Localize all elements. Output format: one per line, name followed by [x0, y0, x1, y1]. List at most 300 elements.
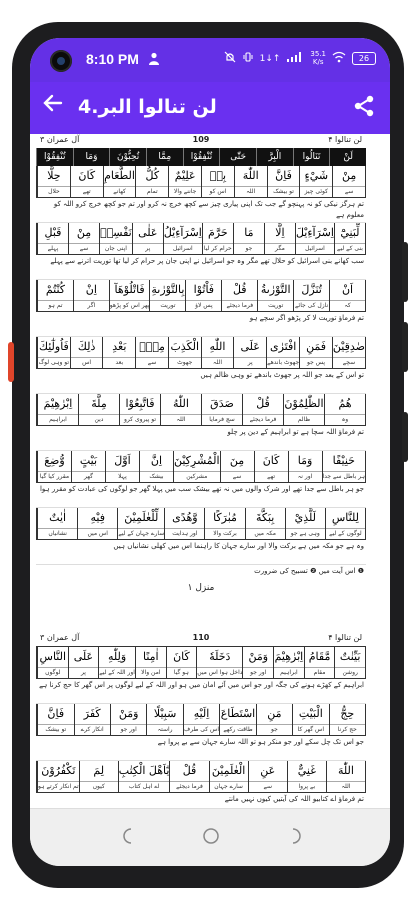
word-cell[interactable] — [201, 394, 242, 425]
arabic-word: عَلِيْمٌ — [174, 169, 196, 182]
arabic-word: فَاِنَّ — [275, 169, 292, 182]
urdu-meaning: بے پروا — [288, 781, 326, 792]
urdu-meaning: اس گھر کا — [293, 724, 328, 735]
arabic-word: صَدَقَ — [210, 397, 234, 410]
word-cell[interactable] — [37, 223, 68, 254]
word-cell[interactable] — [119, 394, 160, 425]
word-cell[interactable] — [219, 704, 255, 735]
word-cell[interactable] — [248, 761, 287, 792]
arabic-word: لِّبَنِيْٓ — [340, 226, 360, 239]
arabic-word: الظّٰلِمُوْنَ — [284, 397, 324, 410]
page-110 — [36, 632, 366, 808]
side-key — [402, 242, 408, 302]
arabic-word: اٰيٰتٌ — [49, 511, 67, 524]
word-cell[interactable] — [132, 223, 163, 254]
word-cell[interactable] — [37, 761, 79, 792]
arabic-word: مِنْ — [341, 169, 357, 182]
word-cell[interactable] — [322, 451, 365, 482]
arabic-word: مُبٰرَكًا — [213, 511, 237, 524]
urdu-meaning: مشرکین — [174, 471, 220, 482]
header-words-row — [36, 148, 366, 166]
arabic-word: عَلَى — [240, 340, 260, 353]
arabic-word: بَعْدِ — [112, 340, 127, 353]
word-cell[interactable] — [267, 166, 300, 197]
urdu-meaning: اے اہل کتاب — [119, 781, 170, 792]
camera-icon — [50, 50, 72, 72]
word-cell[interactable] — [242, 647, 273, 678]
arabic-word: دَخَلَهٗ — [209, 650, 231, 663]
word-cell[interactable] — [304, 647, 335, 678]
word-cell[interactable] — [135, 166, 168, 197]
word-cell[interactable] — [117, 508, 164, 539]
navigation-bar — [30, 808, 390, 866]
urdu-meaning: ابراہیم — [274, 667, 304, 678]
word-cell[interactable] — [202, 223, 233, 254]
word-cell[interactable] — [135, 337, 168, 368]
word-cell[interactable] — [329, 280, 365, 311]
arabic-word: شَيْءٍ — [304, 169, 329, 182]
wifi-icon — [332, 51, 346, 66]
arabic-word: عَنِ — [260, 764, 276, 777]
arabic-word: حِجُّ — [340, 707, 355, 720]
urdu-meaning: بیشک — [140, 471, 173, 482]
urdu-meaning: توریت — [258, 300, 293, 311]
arrow-left-icon[interactable] — [42, 92, 64, 120]
word-cell[interactable] — [233, 223, 264, 254]
arabic-word: فَاُولٰٓئِكَ — [38, 340, 69, 353]
header-word: تُحِبُّوْنَ — [109, 148, 146, 166]
word-cell[interactable] — [135, 647, 166, 678]
urdu-meaning: اس کو — [202, 186, 234, 197]
word-cell[interactable] — [37, 337, 70, 368]
word-cell[interactable] — [325, 508, 365, 539]
arabic-word: التَّوْرٰىةُ — [260, 283, 291, 296]
arabic-word: بِبَكَّةَ — [255, 511, 275, 524]
word-row — [36, 280, 366, 312]
urdu-meaning: پر — [69, 667, 99, 678]
urdu-meaning: اس میں — [78, 528, 117, 539]
urdu-meaning: بعد — [103, 357, 135, 368]
urdu-meaning: انکار کرے — [75, 724, 110, 735]
word-cell[interactable] — [37, 508, 77, 539]
arabic-word: اِبْرٰهِيْمَ — [43, 397, 73, 410]
word-cell[interactable] — [273, 647, 304, 678]
screen — [30, 38, 390, 866]
arabic-word: اللّٰهَ — [337, 764, 354, 777]
nav-recents-icon[interactable] — [286, 827, 308, 849]
word-cell[interactable] — [110, 704, 146, 735]
urdu-meaning: اللہ — [161, 414, 201, 425]
urdu-meaning: کھانے — [104, 186, 136, 197]
word-cell[interactable] — [257, 280, 293, 311]
page-number: 109 — [192, 135, 210, 144]
word-cell[interactable] — [183, 704, 219, 735]
word-cell[interactable] — [245, 508, 285, 539]
word-cell[interactable] — [71, 451, 105, 482]
header-word: تَنَالُوا — [293, 148, 330, 166]
word-cell[interactable] — [295, 223, 334, 254]
arabic-word: اٰمِنًا — [142, 650, 159, 663]
urdu-meaning: اللہ — [202, 357, 234, 368]
arabic-word: الْمُشْرِكِيْنَ — [173, 454, 220, 467]
word-cell[interactable] — [98, 647, 135, 678]
urdu-meaning: اسرائیل — [296, 243, 334, 254]
arabic-word: كُنْتُمْ — [45, 283, 66, 296]
urdu-meaning: تھے — [255, 471, 288, 482]
word-cell[interactable] — [326, 761, 365, 792]
arabic-word: تَكْفُرُوْنَ — [41, 764, 76, 777]
header-word: لَنْ — [329, 148, 366, 166]
urdu-meaning: لوگوں کے لیے — [326, 528, 365, 539]
urdu-meaning: حلال — [38, 186, 70, 197]
word-cell[interactable] — [37, 647, 68, 678]
urdu-meaning: جو — [234, 243, 264, 254]
word-cell[interactable] — [196, 647, 242, 678]
arabic-word: فَاتَّبِعُوْا — [125, 397, 155, 410]
nav-back-icon[interactable] — [116, 827, 138, 849]
arabic-word: مِنْ — [76, 226, 92, 239]
arabic-word: غَنِيٌّ — [297, 764, 316, 777]
word-cell[interactable] — [220, 451, 254, 482]
word-cell[interactable] — [242, 394, 283, 425]
arabic-word: وَمَنْ — [118, 707, 139, 720]
arabic-word: اِسْرَآءِيْلَ — [295, 226, 334, 239]
arabic-word: عَلَى — [73, 650, 94, 663]
arabic-word: وُّضِعَ — [44, 454, 65, 467]
urdu-meaning: پر — [234, 357, 266, 368]
para-label: لن تنالوا ۴ — [328, 633, 362, 642]
page-109 — [36, 134, 366, 593]
arabic-word: اللّٰهُ — [173, 397, 189, 410]
word-cell[interactable] — [234, 166, 267, 197]
manzil-label: منزل ۱ — [187, 583, 215, 593]
status-icons — [224, 50, 376, 66]
word-cell[interactable] — [299, 337, 332, 368]
word-cell[interactable] — [204, 508, 244, 539]
urdu-meaning: تمام — [136, 186, 168, 197]
word-cell[interactable] — [168, 166, 201, 197]
arabic-word: الْعٰلَمِيْنَ — [211, 764, 246, 777]
translation-line: تم فرماؤ اللہ سچا ہے تو ابراہیم کے دین پر چلو — [36, 426, 366, 451]
urdu-meaning: راستہ — [147, 724, 182, 735]
word-cell[interactable] — [68, 647, 99, 678]
urdu-meaning: فرما دیجئے — [222, 300, 257, 311]
urdu-meaning: پھر اس کو پڑھو — [109, 302, 150, 309]
word-cell[interactable] — [78, 394, 119, 425]
word-cell[interactable] — [139, 451, 173, 482]
arabic-word: الْكَذِبَ — [170, 340, 200, 353]
word-cell[interactable] — [173, 451, 220, 482]
arabic-word: بِالتَّوْرٰىةِ — [151, 283, 185, 296]
arabic-word: صٰدِقِيْنَ — [332, 340, 365, 353]
arabic-word: عَلٰى — [138, 226, 158, 239]
surah-label: آل عمران ۳ — [40, 633, 80, 642]
urdu-meaning: سچے — [333, 357, 365, 368]
urdu-meaning: کوئی چیز — [300, 186, 332, 197]
word-cell[interactable] — [266, 337, 299, 368]
urdu-meaning: بنی کے لیے — [335, 243, 365, 254]
urdu-meaning: تم ہو — [38, 300, 73, 311]
word-cell[interactable] — [329, 704, 365, 735]
word-row — [36, 166, 366, 198]
arabic-word: كَفَرَ — [83, 707, 101, 720]
word-row — [36, 761, 366, 793]
urdu-meaning: کیوں — [80, 781, 118, 792]
arabic-word: قُلْ — [182, 764, 197, 777]
word-row — [36, 704, 366, 736]
quran-page-viewer[interactable] — [30, 134, 390, 808]
data-arrows-icon: 1↓↑ — [259, 53, 281, 64]
word-cell[interactable] — [37, 704, 73, 735]
arabic-word: اللّٰهِ — [209, 340, 226, 353]
arabic-word: لِمَ — [93, 764, 105, 777]
arabic-word: وَمَنْ — [248, 650, 269, 663]
arabic-word: اَوَّلَ — [114, 454, 131, 467]
word-cell[interactable] — [264, 223, 295, 254]
urdu-meaning: وہی ہے جو — [286, 528, 325, 539]
word-cell[interactable] — [149, 280, 185, 311]
arabic-word: حِلًّا — [47, 169, 61, 182]
word-cell[interactable] — [288, 451, 322, 482]
urdu-meaning: اللہ — [327, 781, 365, 792]
word-cell[interactable] — [74, 704, 110, 735]
arabic-word: ذٰلِكَ — [77, 340, 96, 353]
urdu-meaning: حرام کر لیا — [203, 245, 232, 252]
translation-line: وہ ہے جو مکہ میں ہے برکت والا اور سارے جہان کا راہنما اس میں کھلی نشانیاں ہیں — [36, 540, 366, 565]
urdu-meaning: پہلے — [38, 243, 68, 254]
word-row — [36, 451, 366, 483]
header-word: وَمَا — [73, 148, 110, 166]
urdu-meaning: تو پیروی کرو — [120, 414, 160, 425]
word-cell[interactable] — [292, 704, 328, 735]
word-cell[interactable] — [102, 337, 135, 368]
battery-icon: 26 — [352, 52, 376, 65]
arabic-word: الطَّعَامِ — [104, 169, 135, 182]
header-word: تُنْفِقُوْا — [36, 148, 73, 166]
network-speed: 35.1 K/s — [310, 50, 326, 66]
urdu-meaning: سے — [333, 186, 365, 197]
urdu-meaning: مقرر کیا گیا — [39, 473, 70, 480]
arabic-word: كَانَ — [262, 454, 280, 467]
word-cell[interactable] — [103, 166, 136, 197]
arabic-word: بِهٖ — [209, 169, 227, 182]
word-cell[interactable] — [37, 166, 70, 197]
urdu-meaning: اس کی طرف — [184, 726, 220, 733]
person-icon — [148, 51, 160, 65]
word-cell[interactable] — [169, 761, 208, 792]
urdu-meaning: گھر — [72, 471, 105, 482]
arabic-word: النَّاسِ — [39, 650, 67, 663]
word-cell[interactable] — [105, 451, 139, 482]
side-key-2 — [402, 322, 408, 372]
word-cell[interactable] — [334, 223, 365, 254]
arabic-word: وَّهُدًى — [172, 511, 198, 524]
word-row — [36, 508, 366, 540]
word-cell[interactable] — [160, 394, 201, 425]
arabic-word: يٰٓاَهْلَ الْكِتٰبِ — [118, 764, 170, 777]
arabic-word: كَانَ — [173, 650, 190, 663]
arabic-word: هُمُ — [338, 397, 352, 410]
urdu-meaning: اور اللہ کے لیے — [99, 669, 135, 676]
urdu-meaning: تو بیشک — [38, 724, 73, 735]
word-cell[interactable] — [201, 337, 234, 368]
arabic-word: مَا — [244, 226, 254, 239]
arabic-word: اِبْرٰهِيْمَ — [274, 650, 304, 663]
urdu-meaning: روشن — [335, 667, 365, 678]
arabic-word: كَانَ — [78, 169, 96, 182]
word-cell[interactable] — [164, 508, 204, 539]
word-cell[interactable] — [332, 166, 365, 197]
arabic-word: سَبِيْلًا — [153, 707, 177, 720]
urdu-meaning: فرما دیجئے — [170, 781, 208, 792]
word-cell[interactable] — [146, 704, 182, 735]
word-cell[interactable] — [201, 166, 234, 197]
urdu-meaning: مگر — [265, 243, 295, 254]
arabic-word: فَمَنِ — [306, 340, 327, 353]
translation-line: جو اس تک چل سکے اور جو منکر ہو تو اللہ سارے جہان سے بے پروا ہے — [36, 736, 366, 761]
para-label: لن تنالوا ۴ — [328, 135, 362, 144]
arabic-word: كُلُّ — [145, 169, 160, 182]
urdu-meaning: مکہ میں — [246, 528, 285, 539]
arabic-word: حَرَّمَ — [207, 226, 228, 239]
page-header — [36, 134, 366, 148]
word-cell[interactable] — [73, 280, 109, 311]
word-cell[interactable] — [70, 337, 103, 368]
signal-icon — [286, 51, 304, 66]
urdu-meaning: مقام — [305, 667, 335, 678]
urdu-meaning: اگر — [74, 300, 109, 311]
word-row — [36, 337, 366, 369]
arabic-word: لِّلْعٰلَمِيْنَ — [124, 511, 159, 524]
translation-line: تم فرماؤ توریت لا کر پڑھو اگر سچے ہو — [36, 312, 366, 337]
word-cell[interactable] — [166, 647, 197, 678]
urdu-meaning: پہلا — [106, 471, 139, 482]
urdu-meaning: پس جو — [300, 357, 332, 368]
arabic-word: بَيْتٍ — [79, 454, 98, 467]
urdu-meaning: اسرائیل — [164, 243, 202, 254]
side-key-3 — [402, 412, 408, 462]
arabic-word: اِنَّ — [150, 454, 163, 467]
word-cell[interactable] — [293, 280, 329, 311]
urdu-meaning: سے — [136, 357, 168, 368]
word-cell[interactable] — [221, 280, 257, 311]
urdu-meaning: جاننے والا — [169, 186, 201, 197]
page-header — [36, 632, 366, 646]
urdu-meaning: تو وہی لوگ — [38, 359, 70, 366]
arabic-word: حَنِيْفًا — [332, 454, 355, 467]
word-cell[interactable] — [254, 451, 288, 482]
word-cell[interactable] — [70, 166, 103, 197]
word-cell[interactable] — [99, 223, 132, 254]
arabic-word: اَنْ — [341, 283, 354, 296]
word-cell[interactable] — [163, 223, 202, 254]
arabic-word: مِلَّةَ — [91, 397, 107, 410]
header-word: حَتّٰى — [219, 148, 256, 166]
word-cell[interactable] — [37, 394, 78, 425]
word-cell[interactable] — [37, 451, 71, 482]
arabic-word: اسْتَطَاعَ — [220, 707, 256, 720]
word-cell[interactable] — [168, 337, 201, 368]
urdu-meaning: اپنی جان — [100, 243, 132, 254]
word-cell[interactable] — [209, 761, 248, 792]
urdu-meaning: تو بیشک — [268, 186, 300, 197]
vibrate-icon — [242, 51, 254, 66]
urdu-meaning: حج کرنا — [330, 724, 365, 735]
urdu-meaning: برکت والا — [205, 528, 244, 539]
arabic-word: فِيْهِ — [90, 511, 105, 524]
urdu-meaning: تھے — [71, 186, 103, 197]
nav-home-icon[interactable] — [200, 827, 222, 849]
arabic-word: قَبْلِ — [44, 226, 62, 239]
surah-label: آل عمران ۳ — [40, 135, 80, 144]
word-cell[interactable] — [285, 508, 325, 539]
word-cell[interactable] — [118, 761, 170, 792]
urdu-meaning: وہ — [325, 414, 365, 425]
urdu-meaning: سے — [221, 471, 254, 482]
word-cell[interactable] — [185, 280, 221, 311]
arabic-word: قُلْ — [256, 397, 270, 410]
footnote: ❶ اس آیت میں ❷ تسبیح کی ضرورت — [254, 567, 364, 575]
header-word: الْبِرَّ — [256, 148, 293, 166]
word-cell[interactable] — [37, 280, 73, 311]
word-cell[interactable] — [79, 761, 118, 792]
word-cell[interactable] — [283, 394, 324, 425]
word-cell[interactable] — [68, 223, 99, 254]
translation-line: تم فرماؤ اے کتابیو اللہ کی آیتیں کیوں نہیں مانتے — [36, 793, 366, 808]
page-number: 110 — [192, 633, 210, 642]
arabic-word: اِلَيْهِ — [193, 707, 210, 720]
app-bar — [30, 82, 390, 134]
word-cell[interactable] — [332, 337, 365, 368]
word-cell[interactable] — [109, 280, 150, 311]
word-cell[interactable] — [324, 394, 365, 425]
urdu-meaning: نازل کی جائے — [295, 302, 329, 309]
urdu-meaning: ہو گیا — [167, 667, 197, 678]
urdu-meaning: دین — [79, 414, 119, 425]
urdu-meaning: اور نہ — [289, 471, 322, 482]
arabic-word: اِلَّا — [275, 226, 285, 239]
volume-key — [8, 342, 14, 382]
urdu-meaning: ہر باطل سے جدا — [322, 473, 365, 480]
arabic-word: مِنْۢ — [139, 340, 165, 353]
arabic-word: قُلْ — [232, 283, 247, 296]
arabic-word: اِسْرَآءِيْلُ — [163, 226, 202, 239]
word-cell[interactable] — [287, 761, 326, 792]
word-cell[interactable] — [299, 166, 332, 197]
urdu-meaning: توریت — [150, 300, 185, 311]
arabic-word: لِلنَّاسِ — [331, 511, 359, 524]
share-icon[interactable] — [352, 94, 376, 118]
arabic-word: نَفْسِهٖ — [100, 226, 132, 239]
translation-line: تم ہرگز نیکی کو نہ پہنچو گے جب تک اپنی پیاری چیز سے کچھ خرچ نہ کرو اور تم جو کچھ خرچ کرو اللہ کو معلوم ہے — [36, 198, 366, 223]
urdu-meaning: اور جو — [243, 667, 273, 678]
translation-line: سب کھانے بنی اسرائیل کو حلال تھے مگر وہ جو اسرائیل نے اپنی جان پر حرام کر لیا تھا توریت اترنے سے پہلے — [36, 255, 366, 280]
arabic-word: الْبَيْتِ — [298, 707, 323, 720]
word-row — [36, 394, 366, 426]
word-cell[interactable] — [334, 647, 365, 678]
arabic-word: وَلِلّٰهِ — [108, 650, 127, 663]
arabic-word: لَلَّذِيْ — [294, 511, 316, 524]
word-cell[interactable] — [256, 704, 292, 735]
word-rows — [36, 166, 366, 565]
urdu-meaning: ظالم — [284, 414, 324, 425]
urdu-meaning: اللہ — [235, 186, 267, 197]
word-cell[interactable] — [233, 337, 266, 368]
arabic-word: اِنْ — [85, 283, 97, 296]
word-cell[interactable] — [77, 508, 117, 539]
urdu-meaning: سے — [69, 243, 99, 254]
arabic-word: افْتَرٰى — [269, 340, 297, 353]
